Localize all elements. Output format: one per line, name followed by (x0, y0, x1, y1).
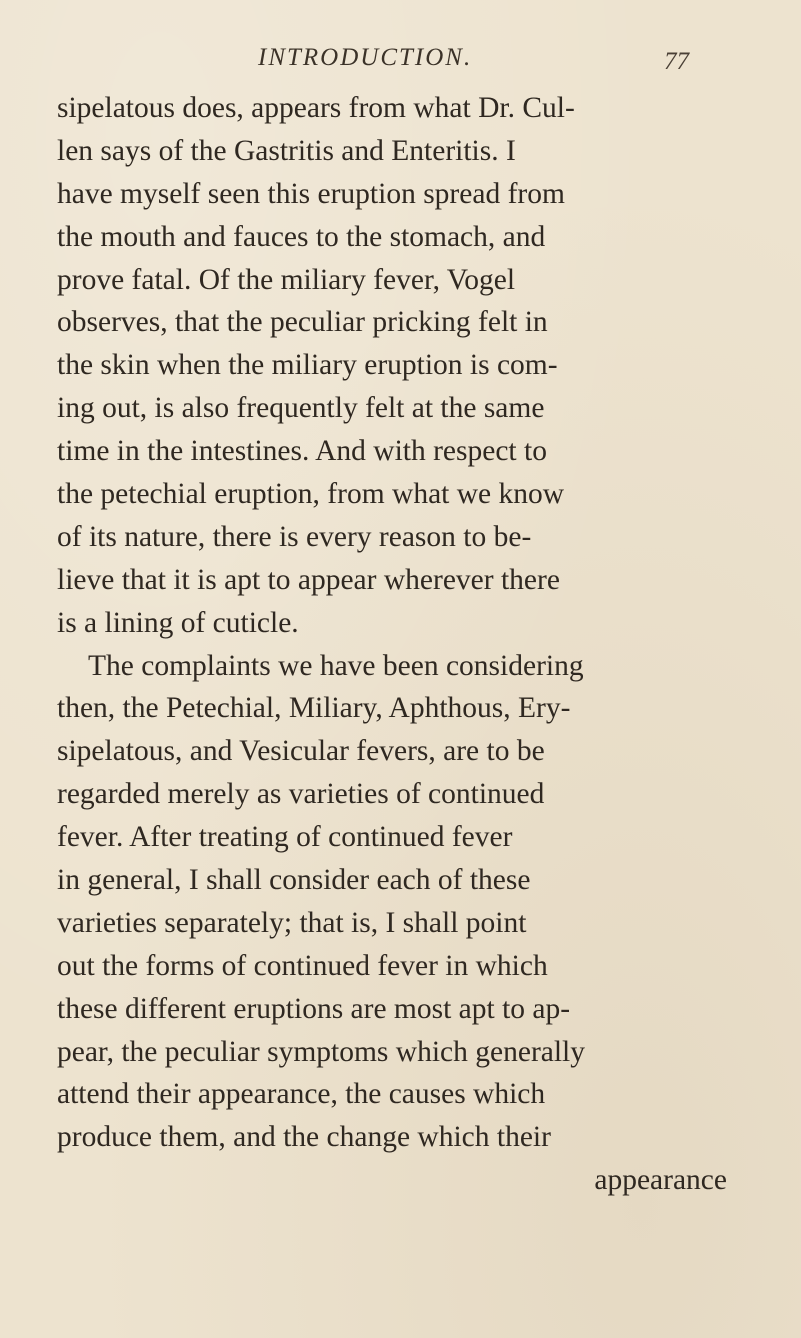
running-head: INTRODUCTION. (258, 44, 473, 71)
text-line: regarded merely as varieties of continued (57, 778, 545, 811)
text-line: sipelatous does, appears from what Dr. Cul- (57, 92, 575, 124)
text-line: ing out, is also frequently felt at the same (57, 392, 545, 425)
text-line: attend their appearance, the causes which (57, 1078, 546, 1111)
text-line: the mouth and fauces to the stomach, and (57, 220, 546, 253)
text-line: pear, the peculiar symptoms which generally (57, 1035, 586, 1068)
text-line: is a lining of cuticle. (57, 606, 299, 639)
text-line: sipelatous, and Vesicular fevers, are to be (57, 735, 545, 768)
text-line: then, the Petechial, Miliary, Aphthous, Ery- (57, 692, 571, 725)
text-line: len says of the Gastritis and Enteritis. I (57, 134, 516, 167)
text-line: the skin when the miliary eruption is com- (57, 349, 558, 382)
text-line: fever. After treating of continued fever (57, 821, 513, 854)
catchword: appearance (594, 1164, 727, 1197)
text-line: in general, I shall consider each of these (57, 864, 531, 897)
text-line: have myself seen this eruption spread from (57, 177, 565, 210)
text-line: prove fatal. Of the miliary fever, Vogel (57, 263, 516, 296)
body-text (57, 87, 757, 1202)
text-line: varieties separately; that is, I shall point (57, 906, 527, 939)
text-line: observes, that the peculiar pricking felt in (57, 306, 548, 339)
text-line: out the forms of continued fever in which (57, 949, 548, 982)
paragraph-start-line: The complaints we have been considering (88, 649, 584, 682)
page-number: 77 (664, 48, 689, 75)
text-line: lieve that it is apt to appear wherever there (57, 563, 560, 596)
text-line: time in the intestines. And with respect to (57, 435, 547, 468)
text-line: of its nature, there is every reason to be- (57, 520, 532, 553)
text-line: the petechial eruption, from what we know (57, 478, 565, 511)
page-header (0, 44, 801, 84)
text-line: produce them, and the change which their (57, 1121, 551, 1154)
text-line: these different eruptions are most apt to ap- (57, 992, 571, 1025)
